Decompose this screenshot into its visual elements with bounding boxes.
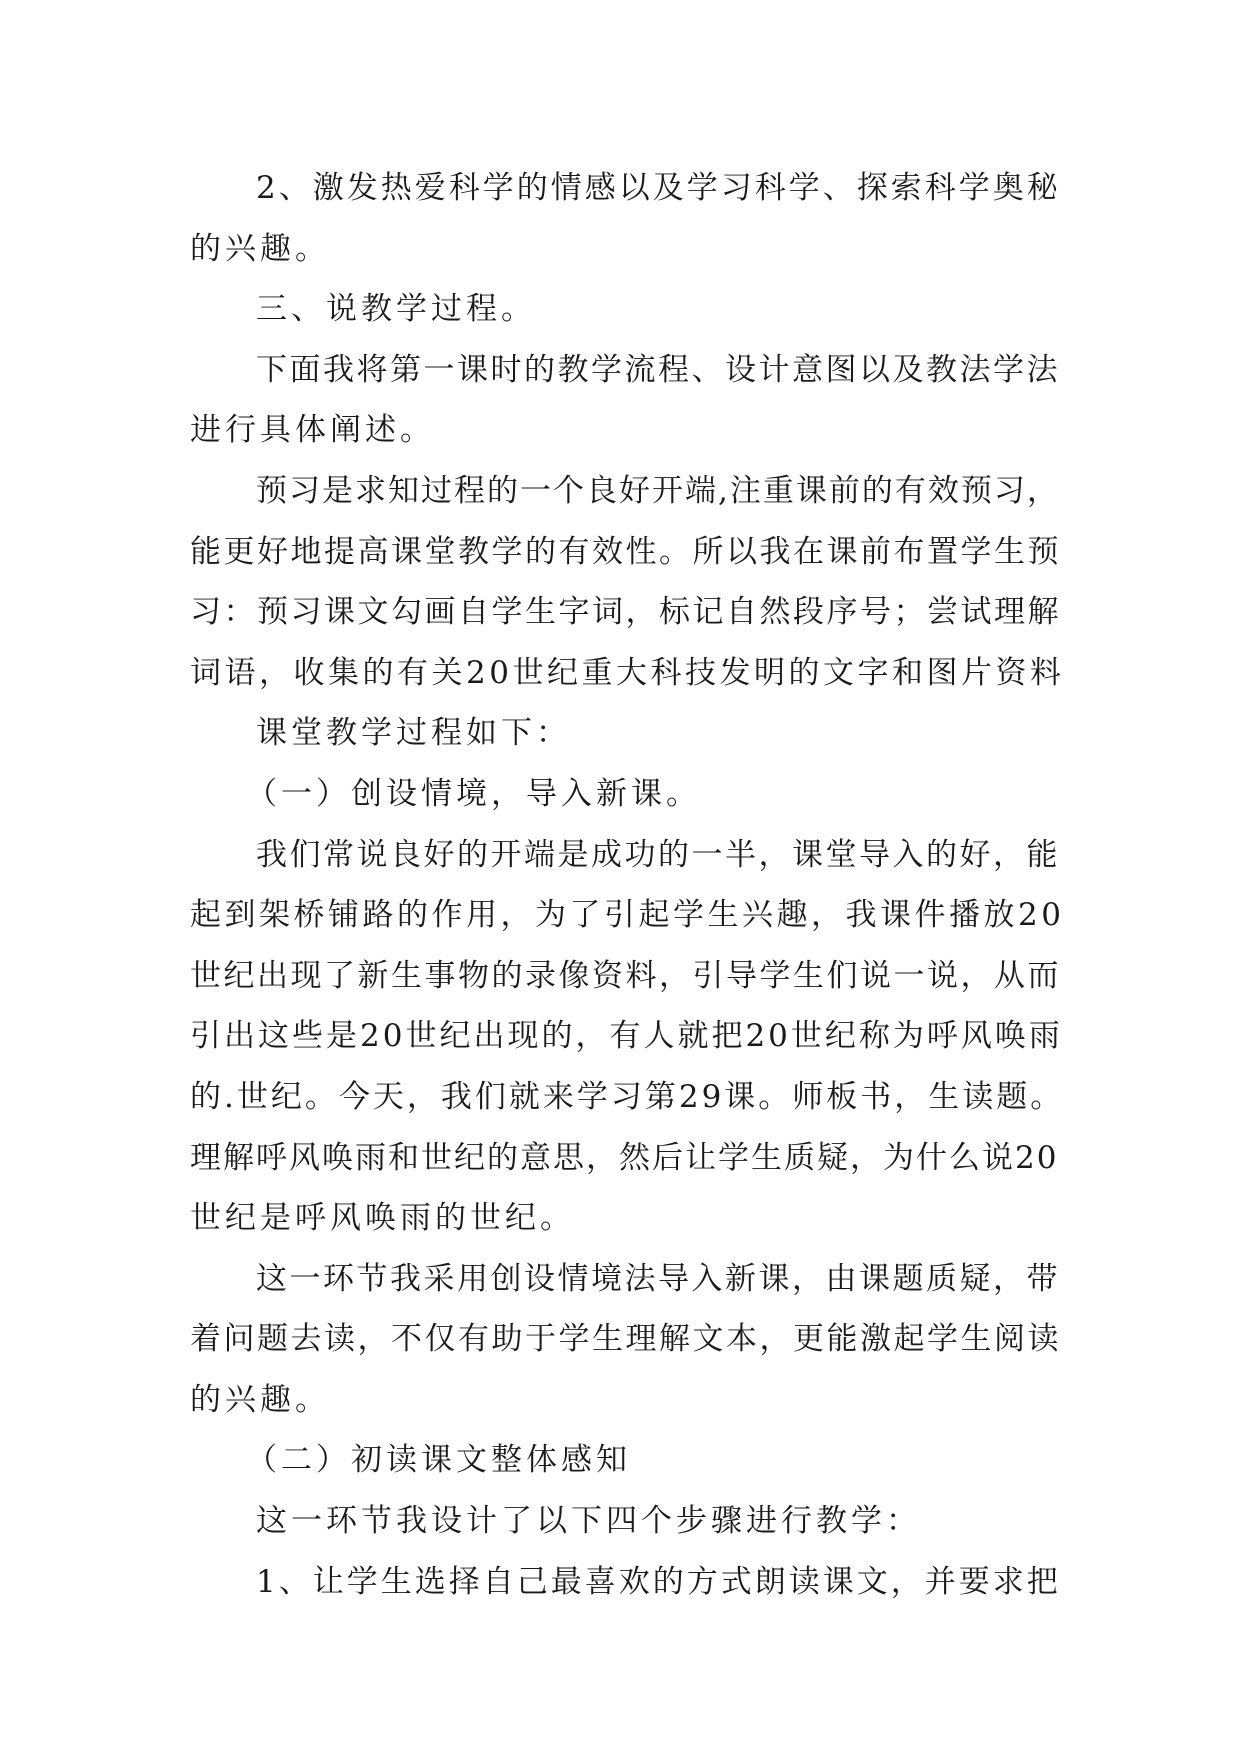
text-line: 习：预习课文勾画自学生字词，标记自然段序号；尝试理解	[190, 594, 1061, 631]
text-line: 的兴趣。	[190, 1381, 330, 1418]
text-line: 进行具体阐述。	[190, 412, 435, 449]
text-line: 理解呼风唤雨和世纪的意思，然后让学生质疑，为什么说20	[190, 1139, 1059, 1176]
section-heading: 三、说教学过程。	[256, 291, 536, 328]
text-line: 的兴趣。	[190, 230, 330, 267]
text-line: 能更好地提高课堂教学的有效性。所以我在课前布置学生预	[190, 533, 1061, 570]
subsection-heading: （一）创设情境，导入新课。	[246, 775, 701, 812]
text-line: 下面我将第一课时的教学流程、设计意图以及教法学法	[256, 351, 1060, 388]
text-line: 这一环节我采用创设情境法导入新课，由课题质疑，带	[256, 1260, 1060, 1297]
document-page	[190, 158, 1070, 1612]
text-line: 世纪是呼风唤雨的世纪。	[190, 1200, 575, 1237]
text-line: 预习是求知过程的一个良好开端,注重课前的有效预习，	[256, 472, 1060, 509]
text-line: 这一环节我设计了以下四个步骤进行教学：	[256, 1503, 921, 1540]
text-line: 引出这些是20世纪出现的，有人就把20世纪称为呼风唤雨	[190, 1018, 1063, 1055]
subsection-heading: （二）初读课文整体感知	[246, 1442, 631, 1479]
text-line: 着问题去读，不仅有助于学生理解文本，更能激起学生阅读	[190, 1321, 1061, 1358]
text-line: 的.世纪。今天，我们就来学习第29课。师板书，生读题。	[190, 1078, 1065, 1115]
text-line: 起到架桥铺路的作用，为了引起学生兴趣，我课件播放20	[190, 897, 1065, 934]
text-line: 世纪出现了新生事物的录像资料，引导学生们说一说，从而	[190, 957, 1061, 994]
text-line: 1、让学生选择自己最喜欢的方式朗读课文，并要求把	[256, 1563, 1061, 1600]
text-line: 词语，收集的有关20世纪重大科技发明的文字和图片资料	[190, 654, 1065, 691]
text-line: 2、激发热爱科学的情感以及学习科学、探索科学奥秘	[256, 170, 1061, 206]
text-line: 我们常说良好的开端是成功的一半，课堂导入的好，能	[256, 836, 1060, 873]
text-line: 课堂教学过程如下：	[256, 715, 571, 752]
